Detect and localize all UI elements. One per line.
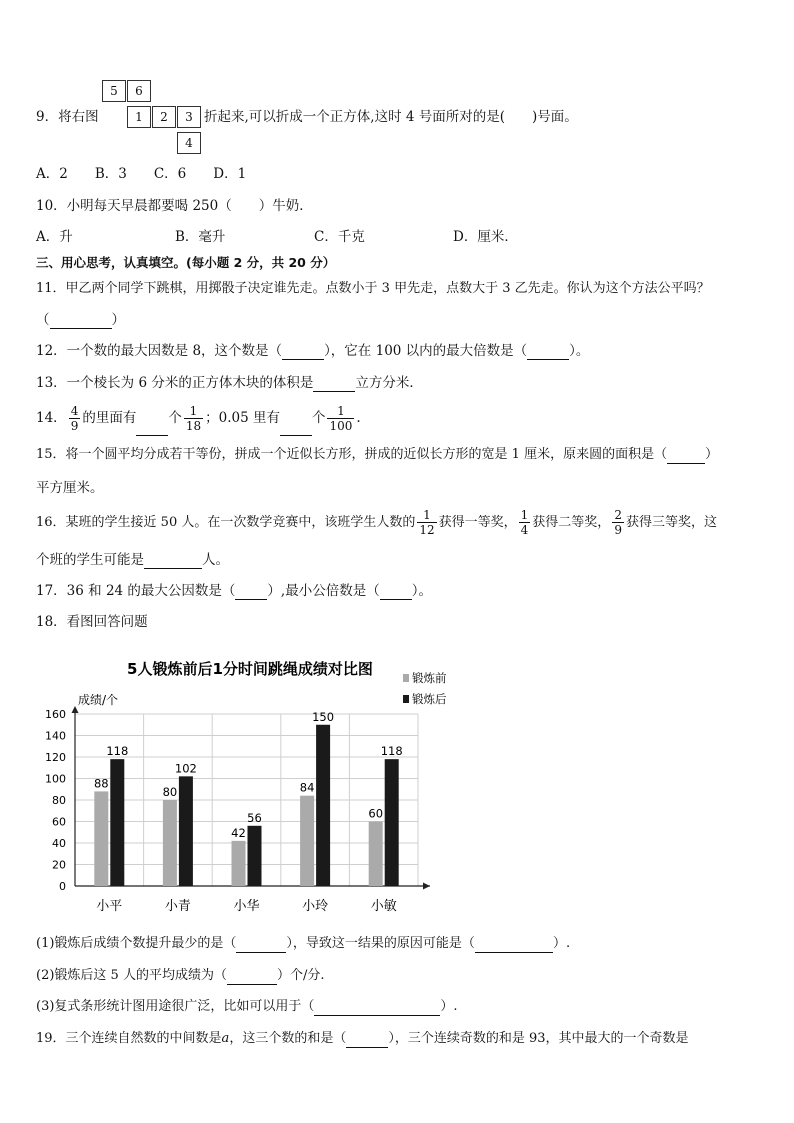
bar-after <box>248 826 262 886</box>
q13: 13．一个棱长为 6 分米的正方体木块的体积是 立方分米． <box>36 375 423 391</box>
q12: 12．一个数的最大因数是 8，这个数是（ ），它在 100 以内的最大倍数是（ ）。 <box>36 343 590 359</box>
q15-line1: 15．将一个圆平均分成若干等份，拼成一个近似长方形，拼成的近似长方形的宽是 1 厘米，原来圆的面积是（ ） <box>36 447 719 462</box>
bar-value-label: 84 <box>299 780 315 795</box>
bar-after <box>316 725 330 886</box>
q9-prefix: 9．将右图 <box>36 109 99 125</box>
net-cell-4: 4 <box>177 132 201 154</box>
bar-after <box>385 759 399 886</box>
q18-sub1: (1)锻炼后成绩个数提升最少的是（ ），导致这一结果的原因可能是（ ）. <box>36 936 571 951</box>
chart-ticks <box>45 708 397 914</box>
q10-option-a: A．升 <box>36 229 73 245</box>
y-tick-label: 100 <box>45 772 66 786</box>
q17-blank-1[interactable] <box>235 585 267 600</box>
chart-legend <box>403 671 447 706</box>
bar-after <box>110 759 124 886</box>
q14-blank-2[interactable] <box>280 415 312 436</box>
q10-option-d: D．厘米． <box>453 229 518 245</box>
q16-line2: 个班的学生可能是 人。 <box>36 552 229 568</box>
q10-option-c: C．千克 <box>314 229 365 245</box>
bar-value-label: 118 <box>380 744 403 759</box>
q11-answer: （ ） <box>36 312 125 328</box>
q16-fraction-1-4: $\frac{1}{4}$ <box>520 508 529 537</box>
q10-option-b: B．毫升 <box>175 229 226 245</box>
bar-value-label: 150 <box>312 709 335 724</box>
q18-blank-2[interactable] <box>475 938 553 953</box>
bar-before <box>369 822 383 887</box>
q18-sub3: (3)复式条形统计图用途很广泛，比如可以用于（ ）. <box>36 999 458 1014</box>
y-tick-label: 60 <box>52 815 66 829</box>
x-tick-label: 小青 <box>164 899 191 914</box>
chart-bars <box>94 710 403 886</box>
bar-before <box>300 796 314 886</box>
q18-blank-4[interactable] <box>314 1001 440 1016</box>
bar-value-label: 60 <box>368 806 384 821</box>
bar-value-label: 118 <box>106 744 129 759</box>
q15-line2: 平方厘米。 <box>36 480 104 496</box>
q13-blank[interactable] <box>313 377 355 392</box>
net-cell-5: 5 <box>102 80 126 102</box>
q14-fraction-4-9: $\frac{4}{9}$ <box>70 404 79 433</box>
net-cell-2: 2 <box>152 106 176 128</box>
y-tick-label: 20 <box>52 858 66 872</box>
y-tick-label: 80 <box>52 794 66 807</box>
chart-title: 5人锻炼前后1分时间跳绳成绩对比图 <box>127 660 373 678</box>
q12-blank-2[interactable] <box>527 345 569 360</box>
q9-options: A．2 B．3 C．6 D．1 <box>36 166 247 182</box>
q11-blank[interactable] <box>50 314 112 329</box>
q16-fraction-2-9: $\frac{2}{9}$ <box>614 508 622 537</box>
y-axis-arrow <box>72 706 79 713</box>
x-tick-label: 小平 <box>96 899 123 914</box>
q17-blank-2[interactable] <box>380 585 412 600</box>
q16-fraction-1-12: $\frac{1}{12}$ <box>419 508 435 537</box>
y-tick-label: 40 <box>52 837 66 850</box>
bar-value-label: 42 <box>231 825 246 840</box>
chart-grid <box>72 706 431 890</box>
y-tick-label: 120 <box>45 751 66 764</box>
q12-blank-1[interactable] <box>282 345 324 360</box>
net-cell-6: 6 <box>127 80 151 102</box>
bar-before <box>163 800 177 886</box>
q16-line1: 16．某班的学生接近 50 人。在一次数学竞赛中，该班学生人数的 $\frac{1}{12}$ 获得一等奖， $\frac{1}{4}$ 获得二等奖， $\frac{2}{9}$ 获得三等奖，这 <box>36 508 717 537</box>
legend-swatch <box>403 674 409 682</box>
bar-before <box>232 841 246 886</box>
bar-value-label: 80 <box>162 785 178 799</box>
q17: 17．36 和 24 的最大公因数是（ ）,最小公倍数是（ ）。 <box>36 583 432 599</box>
q19-blank[interactable] <box>346 1033 388 1048</box>
q10-stem: 10．小明每天早晨都要喝 250（ ）牛奶． <box>36 198 313 214</box>
x-tick-label: 小华 <box>233 899 260 914</box>
y-tick-label: 140 <box>45 729 66 743</box>
q14-fraction-1-100: $\frac{1}{100}$ <box>329 404 353 433</box>
q18-sub2: (2)锻炼后这 5 人的平均成绩为（ ）个/分. <box>36 968 325 983</box>
x-tick-label: 小敏 <box>370 899 397 914</box>
q11-stem: 11．甲乙两个同学下跳棋，用掷骰子决定谁先走。点数小于 3 甲先走，点数大于 3 乙先走。你认为这个方法公平吗？ <box>36 281 710 296</box>
y-tick-label: 160 <box>45 708 66 721</box>
q19: 19．三个连续自然数的中间数是a，这三个数的和是（ ），三个连续奇数的和是 93，其中最大的一个奇数是 <box>36 1031 689 1046</box>
bar-value-label: 88 <box>93 776 109 791</box>
net-cell-1: 1 <box>127 106 151 128</box>
bar-value-label: 102 <box>174 761 197 776</box>
net-cell-3: 3 <box>177 106 201 128</box>
q18-blank-3[interactable] <box>227 970 277 985</box>
q18-blank-1[interactable] <box>236 938 286 953</box>
legend-label: 锻炼后 <box>412 692 447 706</box>
chart-ylabel: 成绩/个 <box>78 693 119 707</box>
y-tick-label: 0 <box>59 880 66 893</box>
q14-fraction-1-18: $\frac{1}{18}$ <box>185 404 202 433</box>
legend-swatch <box>403 695 409 703</box>
q16-blank[interactable] <box>144 554 202 569</box>
q15-blank[interactable] <box>667 449 705 464</box>
bar-value-label: 56 <box>247 810 262 825</box>
q14-blank-1[interactable] <box>136 415 168 436</box>
bar-after <box>179 776 193 886</box>
q14: 14． $\frac{4}{9}$ 的里面有 个 $\frac{1}{18}$ ；0.05 里有 个 $\frac{1}{100}$ . <box>36 400 361 436</box>
x-axis-arrow <box>423 883 430 890</box>
legend-label: 锻炼前 <box>412 671 447 685</box>
bar-before <box>94 791 108 886</box>
q18-stem: 18．看图回答问题 <box>36 614 148 630</box>
x-tick-label: 小玲 <box>302 899 329 914</box>
q9-suffix: 折起来,可以折成一个正方体,这时 4 号面所对的是( )号面。 <box>204 109 578 125</box>
section-3-heading: 三、用心思考，认真填空。(每小题 2 分，共 20 分） <box>36 255 336 270</box>
